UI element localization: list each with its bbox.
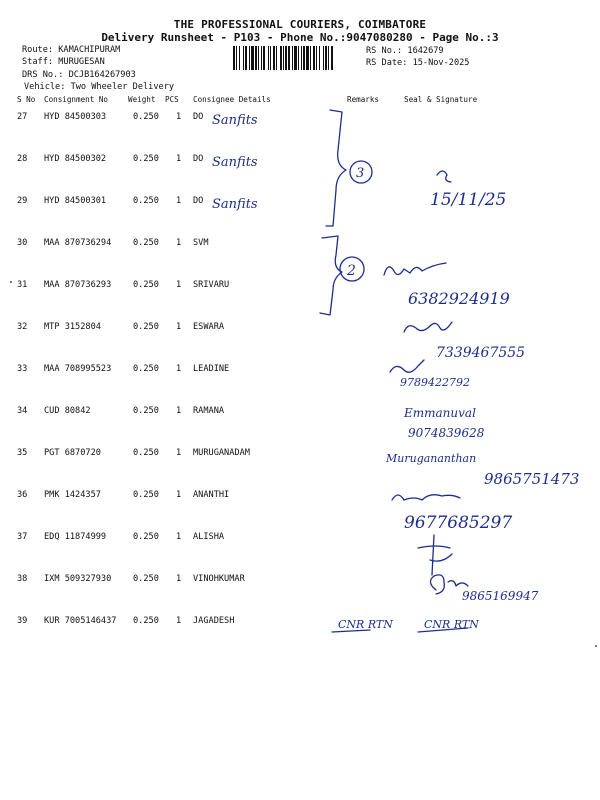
row-consignment: MAA 870736293 (44, 280, 112, 290)
row-consignment: CUD 80842 (44, 406, 91, 416)
grouping-bracket (326, 110, 346, 226)
rs-number: RS No.: 1642679 (366, 46, 444, 56)
row-sno: 36 (17, 490, 28, 500)
handwritten-phone: 9865751473 (484, 470, 580, 488)
row-consignee: JAGADESH (193, 616, 235, 626)
row-pcs: 1 (176, 322, 182, 332)
handwritten-remark: CNR RTN (338, 618, 393, 631)
row-weight: 0.250 (133, 238, 159, 248)
row-weight: 0.250 (133, 616, 159, 626)
route-label: Route: KAMACHIPURAM (22, 45, 121, 55)
handwritten-consignee-name: Sanfits (212, 113, 258, 128)
rs-date: RS Date: 15-Nov-2025 (366, 58, 470, 68)
row-consignee: SRIVARU (193, 280, 230, 290)
vehicle-label: Vehicle: Two Wheeler Delivery (24, 82, 175, 92)
row-weight: 0.250 (133, 490, 159, 500)
row-consignment: PMK 1424357 (44, 490, 101, 500)
row-pcs: 1 (176, 196, 182, 206)
column-header-consignment: Consignment No (44, 95, 109, 104)
row-consignee: LEADINE (193, 364, 230, 374)
row-sno: 28 (17, 154, 28, 164)
row-pcs: 1 (176, 490, 182, 500)
row-pcs: 1 (176, 280, 182, 290)
handwritten-count: 2 (347, 263, 356, 279)
row-consignee: ALISHA (193, 532, 225, 542)
row-weight: 0.250 (133, 364, 159, 374)
row-consignment: HYD 84500302 (44, 154, 107, 164)
row-consignment: KUR 7005146437 (44, 616, 117, 626)
row-pcs: 1 (176, 448, 182, 458)
row-sno: 39 (17, 616, 28, 626)
row-pcs: 1 (176, 238, 182, 248)
row-consignee: DO (193, 154, 204, 164)
column-header-sno: S No (17, 95, 36, 104)
row-sno: 30 (17, 238, 28, 248)
row-consignment: MTP 3152804 (44, 322, 101, 332)
column-header-seal: Seal & Signature (404, 95, 478, 104)
row-weight: 0.250 (133, 574, 159, 584)
row-consignee: MURUGANADAM (193, 448, 250, 458)
row-sno: 35 (17, 448, 28, 458)
row-weight: 0.250 (133, 448, 159, 458)
handwritten-phone: 7339467555 (436, 345, 526, 361)
row-consignment: MAA 870736294 (44, 238, 112, 248)
row-sno: 27 (17, 112, 28, 122)
row-consignee: ESWARA (193, 322, 225, 332)
row-sno: 34 (17, 406, 28, 416)
row-weight: 0.250 (133, 154, 159, 164)
drs-number: DRS No.: DCJB164267903 (22, 70, 136, 80)
handwritten-initial (437, 171, 451, 182)
staff-label: Staff: MURUGESAN (22, 57, 105, 67)
row-weight: 0.250 (133, 532, 159, 542)
row-pcs: 1 (176, 364, 182, 374)
row-consignee: DO (193, 196, 204, 206)
row-sno: 37 (17, 532, 28, 542)
handwritten-signature (390, 360, 424, 372)
row-consignee: ANANTHI (193, 490, 230, 500)
column-header-weight: Weight (128, 95, 156, 104)
row-sno: 32 (17, 322, 28, 332)
row-weight: 0.250 (133, 406, 159, 416)
column-header-remarks: Remarks (347, 95, 380, 104)
row-weight: 0.250 (133, 322, 159, 332)
handwritten-name: Emmanuval (404, 406, 476, 420)
row-weight: 0.250 (133, 112, 159, 122)
row-sno: 29 (17, 196, 28, 206)
row-weight: 0.250 (133, 280, 159, 290)
handwritten-phone: 9865169947 (462, 589, 539, 603)
handwritten-signature (384, 263, 446, 275)
row-consignee: VINOHKUMAR (193, 574, 245, 584)
handwritten-date: 15/11/25 (430, 190, 507, 210)
row-pcs: 1 (176, 616, 182, 626)
column-header-consignee: Consignee Details (193, 95, 271, 104)
row-consignment: HYD 84500301 (44, 196, 107, 206)
handwritten-phone: 9789422792 (400, 376, 470, 389)
row-pcs: 1 (176, 574, 182, 584)
handwritten-consignee-name: Sanfits (212, 197, 258, 212)
page-title: THE PROFESSIONAL COURIERS, COIMBATORE (173, 18, 427, 31)
row-sno: 33 (17, 364, 28, 374)
handwritten-signature (418, 535, 452, 575)
page-subtitle: Delivery Runsheet - P103 - Phone No.:9047080280 - Page No.:3 (101, 31, 499, 44)
handwritten-consignee-name: Sanfits (212, 155, 258, 170)
row-consignee: RAMANA (193, 406, 225, 416)
row-pcs: 1 (176, 154, 182, 164)
row-consignment: HYD 84500303 (44, 112, 107, 122)
column-header-pcs: PCS (165, 95, 179, 104)
row-pcs: 1 (176, 406, 182, 416)
row-consignment: PGT 6870720 (44, 448, 101, 458)
row-consignment: IXM 509327930 (44, 574, 112, 584)
row-sno: 38 (17, 574, 28, 584)
row-sno: 31 (17, 280, 28, 290)
handwritten-phone: 9677685297 (404, 513, 513, 533)
row-weight: 0.250 (133, 196, 159, 206)
handwritten-signature (392, 495, 460, 500)
handwritten-name: Murugananthan (386, 452, 477, 465)
grouping-bracket (320, 236, 342, 315)
row-pcs: 1 (176, 532, 182, 542)
handwritten-signature (404, 322, 452, 332)
row-consignee: DO (193, 112, 204, 122)
handwritten-phone: 6382924919 (408, 289, 510, 308)
handwritten-count: 3 (356, 166, 365, 181)
row-consignee: SVM (193, 238, 209, 248)
row-consignment: EDQ 11874999 (44, 532, 107, 542)
handwritten-seal-remark: CNR RTN (424, 618, 479, 631)
row-pcs: 1 (176, 112, 182, 122)
row-consignment: MAA 708995523 (44, 364, 112, 374)
handwritten-phone: 9074839628 (408, 426, 485, 440)
